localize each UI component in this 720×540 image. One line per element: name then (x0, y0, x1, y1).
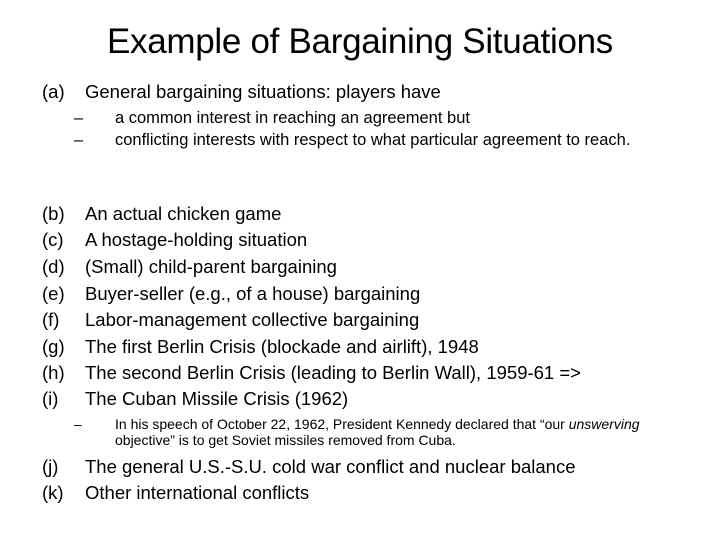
item-text: The general U.S.-S.U. cold war conflict and nuclear balance (85, 456, 576, 477)
note-emphasis: unswerving (568, 416, 640, 432)
item-label: (g) (42, 336, 65, 357)
dash-bullet: – (74, 416, 82, 432)
item-label: (b) (42, 203, 65, 224)
item-text: A hostage-holding situation (85, 229, 308, 250)
item-text: The first Berlin Crisis (blockade and airlift), 1948 (85, 336, 479, 357)
item-text: (Small) child-parent bargaining (85, 256, 337, 277)
note-text-1: In his speech of October 22, 1962, President Kennedy declared that “our (115, 416, 569, 432)
item-text: The Cuban Missile Crisis (1962) (85, 388, 349, 409)
sub-item-text (115, 416, 685, 448)
item-text: Labor-management collective bargaining (85, 309, 420, 330)
item-label: (f) (42, 309, 60, 330)
note-text-2: objective” is to get Soviet missiles removed from Cuba. (115, 432, 456, 448)
item-label: (j) (42, 456, 59, 477)
item-text: General bargaining situations: players have (85, 81, 441, 102)
dash-bullet: – (74, 131, 84, 149)
item-label: (d) (42, 256, 65, 277)
item-text: The second Berlin Crisis (leading to Berlin Wall), 1959-61 => (85, 362, 581, 383)
item-label: (h) (42, 362, 65, 383)
item-label: (e) (42, 283, 65, 304)
sub-item-text: conflicting interests with respect to what particular agreement to reach. (115, 131, 631, 149)
item-label: (a) (42, 81, 65, 102)
item-label: (k) (42, 482, 64, 503)
item-label: (c) (42, 229, 64, 250)
item-text: An actual chicken game (85, 203, 282, 224)
sub-item-text: a common interest in reaching an agreement but (115, 109, 470, 127)
item-label: (i) (42, 388, 59, 409)
dash-bullet: – (74, 109, 84, 127)
slide-title: Example of Bargaining Situations (107, 22, 613, 61)
item-text: Other international conflicts (85, 482, 310, 503)
item-text: Buyer-seller (e.g., of a house) bargaining (85, 283, 421, 304)
